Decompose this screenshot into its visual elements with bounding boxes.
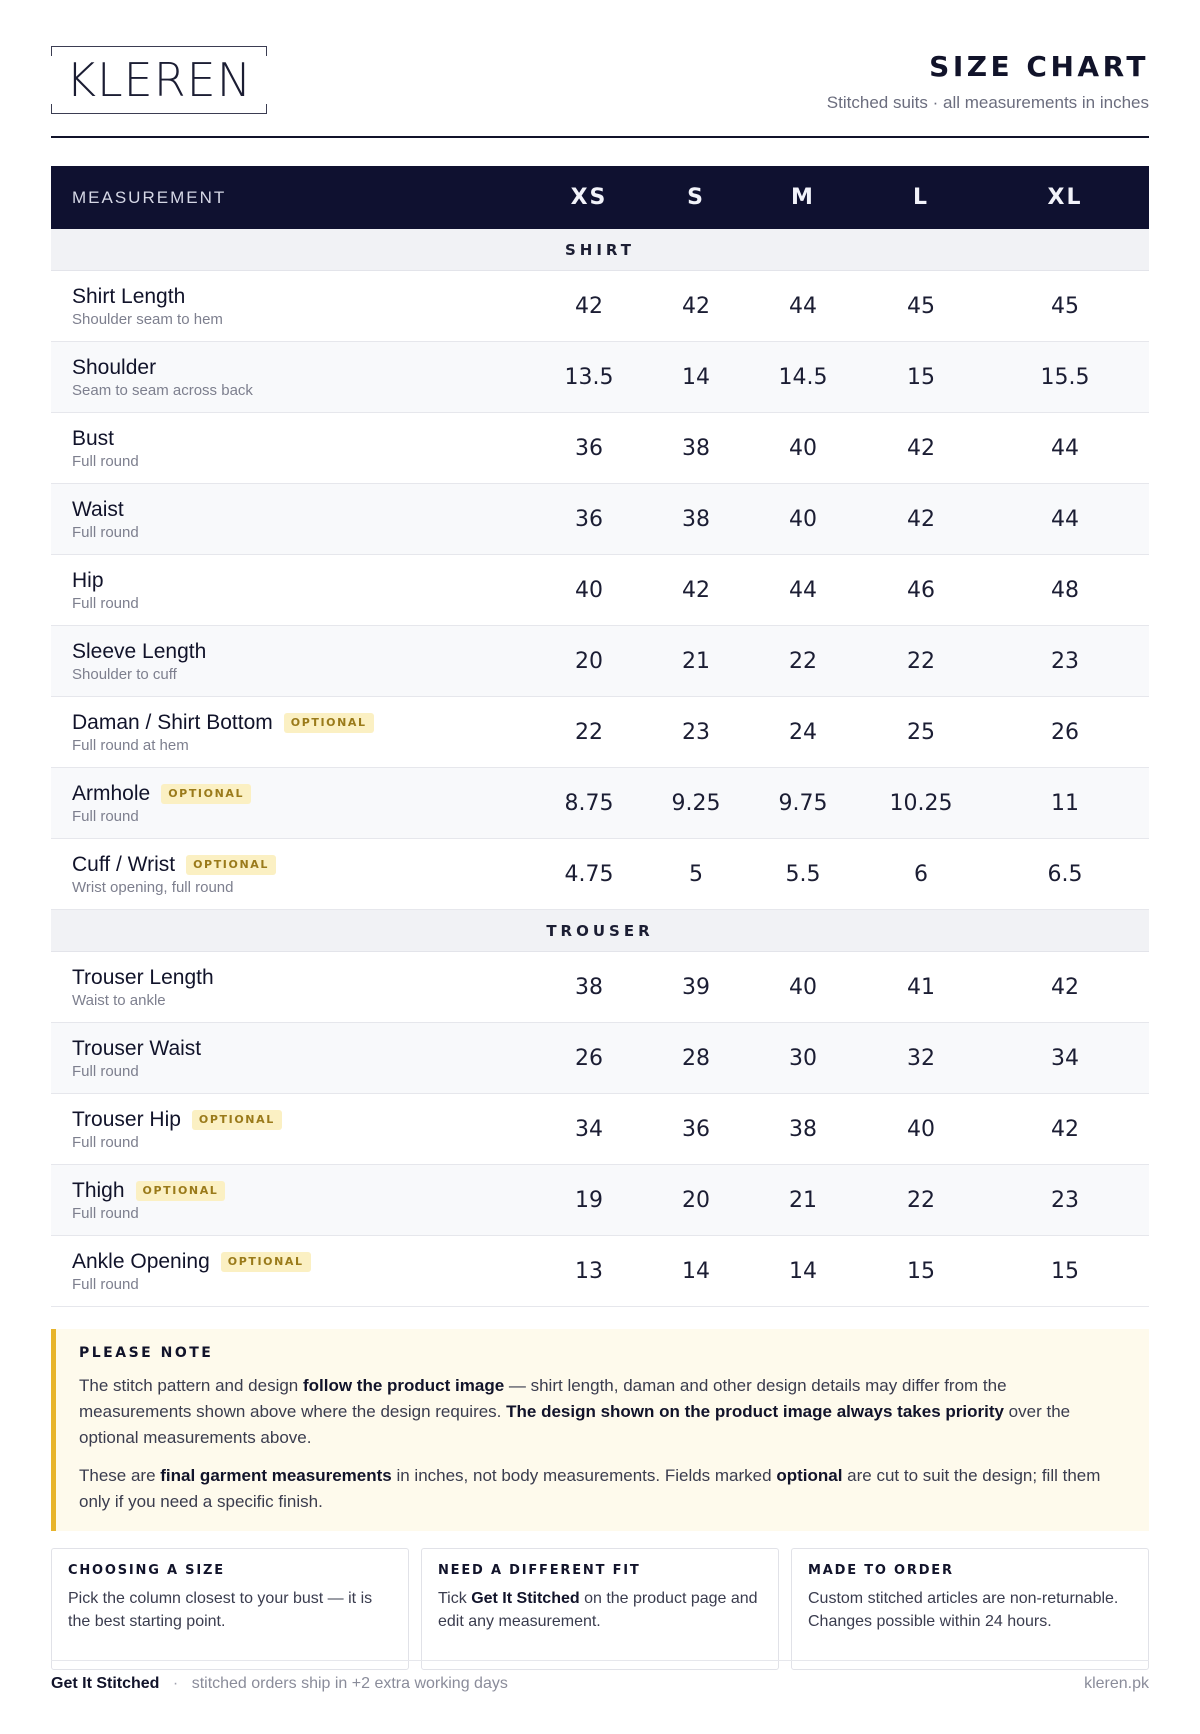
- table-row: [51, 271, 1149, 342]
- optional-badge: OPTIONAL: [284, 713, 374, 733]
- measurement-name-text: Bust: [72, 427, 115, 450]
- value-cell-xl: 42: [981, 1094, 1149, 1165]
- value-cell-s: 21: [647, 626, 745, 697]
- body-text: These are: [79, 1466, 161, 1485]
- card-title: NEED A DIFFERENT FIT: [438, 1563, 641, 1578]
- measurement-name: [72, 1249, 530, 1275]
- value-cell-m: 21: [745, 1165, 861, 1236]
- measurement-name-text: Trouser Hip: [72, 1108, 181, 1131]
- logo-text: KLEREN: [65, 53, 253, 107]
- card-body: [438, 1587, 762, 1633]
- measurement-column-header: MEASUREMENT: [51, 166, 531, 229]
- measurement-name: [72, 1178, 530, 1204]
- measurement-name: [72, 965, 530, 991]
- value-cell-xl: 44: [981, 413, 1149, 484]
- value-cell-s: 20: [647, 1165, 745, 1236]
- table-row: [51, 697, 1149, 768]
- measurement-name: [72, 426, 530, 452]
- size-column-header-m: M: [745, 166, 861, 229]
- measurement-description: Full round: [72, 808, 139, 825]
- value-cell-l: 10.25: [861, 768, 981, 839]
- measurement-name-text: Shirt Length: [72, 285, 186, 308]
- measurement-description: Full round at hem: [72, 737, 189, 754]
- table-row: [51, 555, 1149, 626]
- value-cell-s: 14: [647, 1236, 745, 1307]
- optional-badge: OPTIONAL: [161, 784, 251, 804]
- value-cell-l: 40: [861, 1094, 981, 1165]
- value-cell-m: 44: [745, 271, 861, 342]
- measurement-name: [72, 1036, 530, 1062]
- value-cell-l: 42: [861, 484, 981, 555]
- value-cell-m: 24: [745, 697, 861, 768]
- value-cell-xl: 34: [981, 1023, 1149, 1094]
- measurement-cell: [51, 484, 531, 555]
- value-cell-xl: 23: [981, 626, 1149, 697]
- measurement-name-text: Hip: [72, 569, 104, 592]
- value-cell-xs: 34: [531, 1094, 647, 1165]
- emphasis-text: Get It Stitched: [471, 1590, 580, 1607]
- measurement-description: Full round: [72, 595, 139, 612]
- measurement-cell: [51, 626, 531, 697]
- measurement-name-text: Sleeve Length: [72, 640, 207, 663]
- emphasis-text: optional: [776, 1466, 843, 1485]
- table-row: [51, 1023, 1149, 1094]
- emphasis-text: The design shown on the product image always takes priority: [506, 1402, 1004, 1421]
- optional-badge: OPTIONAL: [186, 855, 276, 875]
- value-cell-m: 22: [745, 626, 861, 697]
- measurement-cell: [51, 952, 531, 1023]
- value-cell-s: 38: [647, 484, 745, 555]
- value-cell-xs: 20: [531, 626, 647, 697]
- info-card: [51, 1548, 409, 1670]
- value-cell-xl: 44: [981, 484, 1149, 555]
- value-cell-m: 5.5: [745, 839, 861, 910]
- value-cell-l: 45: [861, 271, 981, 342]
- info-card: [421, 1548, 779, 1670]
- emphasis-text: follow the product image: [302, 1376, 505, 1395]
- title-block: [827, 46, 1149, 113]
- section-label: TROUSER: [51, 910, 1149, 952]
- measurement-name-text: Shoulder: [72, 356, 157, 379]
- measurement-name-text: Cuff / Wrist: [72, 853, 176, 876]
- measurement-name-text: Daman / Shirt Bottom: [72, 711, 273, 734]
- value-cell-l: 6: [861, 839, 981, 910]
- measurement-cell: [51, 1236, 531, 1307]
- value-cell-l: 15: [861, 342, 981, 413]
- measurement-name: [72, 710, 530, 736]
- measurement-cell: [51, 1023, 531, 1094]
- measurement-description: Shoulder to cuff: [72, 666, 177, 683]
- measurement-name-text: Armhole: [72, 782, 151, 805]
- measurement-cell: [51, 271, 531, 342]
- body-text: over the optional measurements above.: [79, 1402, 1071, 1447]
- body-text: in inches, not body measurements. Fields marked: [391, 1466, 777, 1485]
- value-cell-l: 42: [861, 413, 981, 484]
- card-title: MADE TO ORDER: [808, 1563, 954, 1578]
- value-cell-s: 39: [647, 952, 745, 1023]
- footer-brand: Get It Stitched: [51, 1675, 160, 1692]
- value-cell-xs: 4.75: [531, 839, 647, 910]
- value-cell-s: 28: [647, 1023, 745, 1094]
- optional-badge: OPTIONAL: [221, 1252, 311, 1272]
- measurement-description: Wrist opening, full round: [72, 879, 234, 896]
- body-text: Tick: [438, 1590, 472, 1607]
- size-table: [51, 166, 1149, 1307]
- value-cell-m: 38: [745, 1094, 861, 1165]
- measurement-cell: [51, 555, 531, 626]
- value-cell-s: 23: [647, 697, 745, 768]
- card-body: [68, 1587, 392, 1633]
- table-row: [51, 342, 1149, 413]
- measurement-name: [72, 284, 530, 310]
- value-cell-m: 14: [745, 1236, 861, 1307]
- table-row: [51, 1094, 1149, 1165]
- measurement-description: Full round: [72, 453, 139, 470]
- measurement-name-text: Trouser Length: [72, 966, 214, 989]
- value-cell-xs: 42: [531, 271, 647, 342]
- value-cell-m: 30: [745, 1023, 861, 1094]
- measurement-name-text: Waist: [72, 498, 124, 521]
- value-cell-xs: 19: [531, 1165, 647, 1236]
- value-cell-s: 14: [647, 342, 745, 413]
- value-cell-xs: 40: [531, 555, 647, 626]
- table-row: [51, 1236, 1149, 1307]
- value-cell-l: 46: [861, 555, 981, 626]
- value-cell-xs: 22: [531, 697, 647, 768]
- measurement-cell: [51, 1094, 531, 1165]
- value-cell-xl: 26: [981, 697, 1149, 768]
- value-cell-xl: 11: [981, 768, 1149, 839]
- measurement-name: [72, 639, 530, 665]
- logo-frame-bottom: [51, 104, 267, 114]
- measurement-name: [72, 1107, 530, 1133]
- value-cell-m: 14.5: [745, 342, 861, 413]
- optional-badge: OPTIONAL: [192, 1110, 282, 1130]
- value-cell-xs: 36: [531, 484, 647, 555]
- measurement-description: Full round: [72, 1276, 139, 1293]
- table-row: [51, 768, 1149, 839]
- kleren-logo: [51, 46, 267, 114]
- body-text: Pick the column closest to your bust — it is the best starting point.: [68, 1590, 373, 1630]
- value-cell-l: 22: [861, 626, 981, 697]
- card-body: [808, 1587, 1132, 1633]
- body-text: on the product page and edit any measurement.: [438, 1590, 758, 1630]
- measurement-cell: [51, 413, 531, 484]
- section-row-trouser: [51, 910, 1149, 952]
- footer-separator: ·: [172, 1675, 179, 1692]
- card-title: CHOOSING A SIZE: [68, 1563, 225, 1578]
- measurement-name: [72, 852, 530, 878]
- info-cards: [51, 1548, 1149, 1670]
- page-title: SIZE CHART: [929, 50, 1149, 83]
- page-subtitle: Stitched suits · all measurements in inches: [826, 93, 1149, 112]
- measurement-description: Shoulder seam to hem: [72, 311, 223, 328]
- value-cell-l: 22: [861, 1165, 981, 1236]
- table-row: [51, 839, 1149, 910]
- measurement-cell: [51, 697, 531, 768]
- value-cell-s: 42: [647, 555, 745, 626]
- note-paragraph-2: [79, 1463, 1123, 1515]
- note-paragraph-1: [79, 1373, 1123, 1451]
- table-header-row: [51, 166, 1149, 229]
- section-label: SHIRT: [51, 229, 1149, 271]
- measurement-name-text: Thigh: [72, 1179, 125, 1202]
- value-cell-xl: 23: [981, 1165, 1149, 1236]
- emphasis-text: final garment measurements: [160, 1466, 392, 1485]
- value-cell-xs: 13: [531, 1236, 647, 1307]
- table-row: [51, 626, 1149, 697]
- measurement-cell: [51, 839, 531, 910]
- value-cell-xl: 15.5: [981, 342, 1149, 413]
- value-cell-m: 40: [745, 413, 861, 484]
- note-title: PLEASE NOTE: [79, 1345, 214, 1361]
- value-cell-m: 40: [745, 952, 861, 1023]
- value-cell-s: 38: [647, 413, 745, 484]
- footer-left: [51, 1675, 508, 1693]
- section-row-shirt: [51, 229, 1149, 271]
- value-cell-xs: 38: [531, 952, 647, 1023]
- measurement-name-text: Trouser Waist: [72, 1037, 202, 1060]
- measurement-description: Full round: [72, 1205, 139, 1222]
- body-text: are cut to suit the design; fill them only if you need a specific finish.: [79, 1466, 1101, 1511]
- footer-site: kleren.pk: [1084, 1675, 1149, 1692]
- measurement-cell: [51, 1165, 531, 1236]
- value-cell-xl: 15: [981, 1236, 1149, 1307]
- measurement-description: Full round: [72, 524, 139, 541]
- info-card: [791, 1548, 1149, 1670]
- measurement-name: [72, 568, 530, 594]
- value-cell-xs: 36: [531, 413, 647, 484]
- size-column-header-s: S: [647, 166, 745, 229]
- size-column-header-l: L: [861, 166, 981, 229]
- value-cell-s: 42: [647, 271, 745, 342]
- please-note-box: [51, 1329, 1149, 1531]
- size-column-header-xl: XL: [981, 166, 1149, 229]
- measurement-description: Full round: [72, 1063, 139, 1080]
- body-text: Custom stitched articles are non-returnable. Changes possible within 24 hours.: [808, 1590, 1119, 1630]
- header: [51, 46, 1149, 138]
- value-cell-s: 9.25: [647, 768, 745, 839]
- size-column-header-xs: XS: [531, 166, 647, 229]
- value-cell-s: 5: [647, 839, 745, 910]
- value-cell-l: 25: [861, 697, 981, 768]
- value-cell-s: 36: [647, 1094, 745, 1165]
- measurement-name: [72, 355, 530, 381]
- value-cell-xs: 26: [531, 1023, 647, 1094]
- table-row: [51, 413, 1149, 484]
- value-cell-xl: 48: [981, 555, 1149, 626]
- value-cell-xl: 6.5: [981, 839, 1149, 910]
- measurement-cell: [51, 768, 531, 839]
- measurement-description: Seam to seam across back: [72, 382, 253, 399]
- value-cell-l: 32: [861, 1023, 981, 1094]
- value-cell-xl: 42: [981, 952, 1149, 1023]
- measurement-description: Full round: [72, 1134, 139, 1151]
- measurement-name: [72, 497, 530, 523]
- value-cell-m: 40: [745, 484, 861, 555]
- footer: [51, 1660, 1149, 1693]
- value-cell-xs: 13.5: [531, 342, 647, 413]
- body-text: — shirt length, daman and other design details may differ from the measurements shown above where the design requires.: [79, 1376, 1007, 1421]
- footer-tagline: stitched orders ship in +2 extra working days: [191, 1675, 508, 1692]
- optional-badge: OPTIONAL: [136, 1181, 226, 1201]
- value-cell-m: 44: [745, 555, 861, 626]
- value-cell-xs: 8.75: [531, 768, 647, 839]
- value-cell-l: 41: [861, 952, 981, 1023]
- value-cell-l: 15: [861, 1236, 981, 1307]
- measurement-name: [72, 781, 530, 807]
- table-row: [51, 1165, 1149, 1236]
- table-row: [51, 952, 1149, 1023]
- body-text: The stitch pattern and design: [79, 1376, 303, 1395]
- value-cell-xl: 45: [981, 271, 1149, 342]
- table-row: [51, 484, 1149, 555]
- measurement-name-text: Ankle Opening: [72, 1250, 210, 1273]
- value-cell-m: 9.75: [745, 768, 861, 839]
- table-body: [51, 229, 1149, 1307]
- measurement-cell: [51, 342, 531, 413]
- measurement-description: Waist to ankle: [72, 992, 166, 1009]
